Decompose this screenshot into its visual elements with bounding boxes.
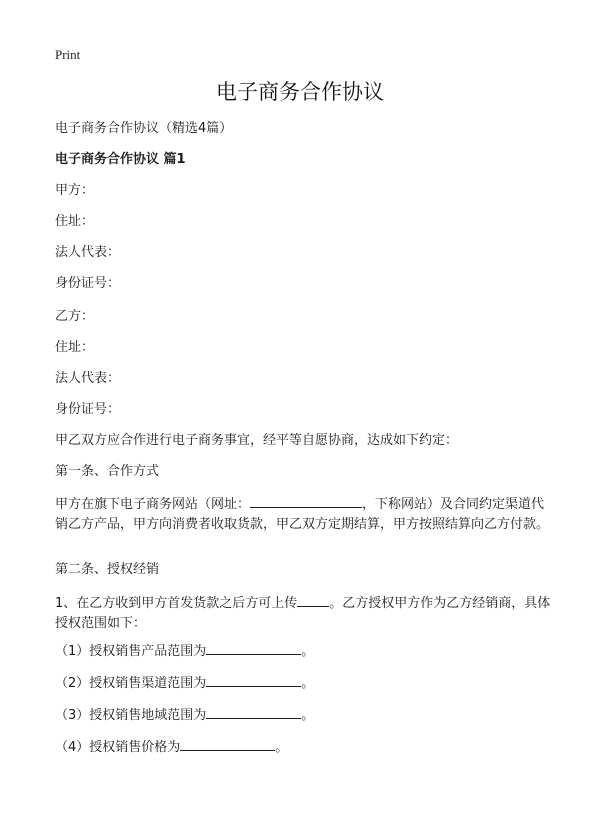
party-a-address: 住址： <box>55 214 95 229</box>
party-a-label: 甲方： <box>55 183 95 198</box>
auth-item-end: 。 <box>301 644 315 659</box>
region-scope-blank <box>206 704 301 719</box>
auth-item-label: （3）授权销售地域范围为 <box>55 708 207 723</box>
upload-blank <box>297 592 329 607</box>
intro-paragraph: 甲乙双方应合作进行电子商务事宜，经平等自愿协商，达成如下约定： <box>55 433 459 448</box>
section-heading: 电子商务合作协议 篇1 <box>55 152 186 167</box>
article1-heading: 第一条、合作方式 <box>55 464 160 479</box>
product-scope-blank <box>206 640 301 655</box>
auth-item-label: （1）授权销售产品范围为 <box>55 644 207 659</box>
document-title: 电子商务合作协议 <box>216 80 384 104</box>
party-b-id-number: 身份证号： <box>55 402 121 417</box>
auth-item-end: 。 <box>301 708 315 723</box>
document-subtitle: 电子商务合作协议（精选4篇） <box>55 121 233 136</box>
party-a-legal-rep: 法人代表： <box>55 245 121 260</box>
auth-item-label: （4）授权销售价格为 <box>55 740 181 755</box>
party-b-legal-rep: 法人代表： <box>55 371 121 386</box>
party-b-label: 乙方： <box>55 309 95 324</box>
article1-text-after: ，下称网站）及合同约定渠道代销乙方产品，甲方向消费者收取货款，甲乙双方定期结算，甲方按照结算向乙方付款。 <box>55 497 550 532</box>
party-a-id-number: 身份证号： <box>55 276 121 291</box>
clause1-text-before: 1、在乙方收到甲方首发货款之后方可上传 <box>55 596 298 611</box>
auth-item-region-scope <box>55 704 314 726</box>
article2-heading: 第二条、授权经销 <box>55 562 160 577</box>
auth-item-end: 。 <box>275 740 289 755</box>
auth-item-price <box>55 736 288 758</box>
auth-item-channel-scope <box>55 672 314 694</box>
auth-item-end: 。 <box>301 676 315 691</box>
article1-paragraph <box>55 493 551 535</box>
price-blank <box>180 736 275 751</box>
auth-item-product-scope <box>55 640 314 662</box>
party-b-address: 住址： <box>55 340 95 355</box>
article2-clause1 <box>55 592 551 634</box>
website-url-blank <box>250 493 362 508</box>
print-link[interactable]: Print <box>55 47 81 62</box>
auth-item-label: （2）授权销售渠道范围为 <box>55 676 207 691</box>
article1-text-before: 甲方在旗下电子商务网站（网址： <box>55 497 251 512</box>
clause1-text-after: 。乙方授权甲方作为乙方经销商，具体授权范围如下： <box>55 596 551 631</box>
channel-scope-blank <box>206 672 301 687</box>
